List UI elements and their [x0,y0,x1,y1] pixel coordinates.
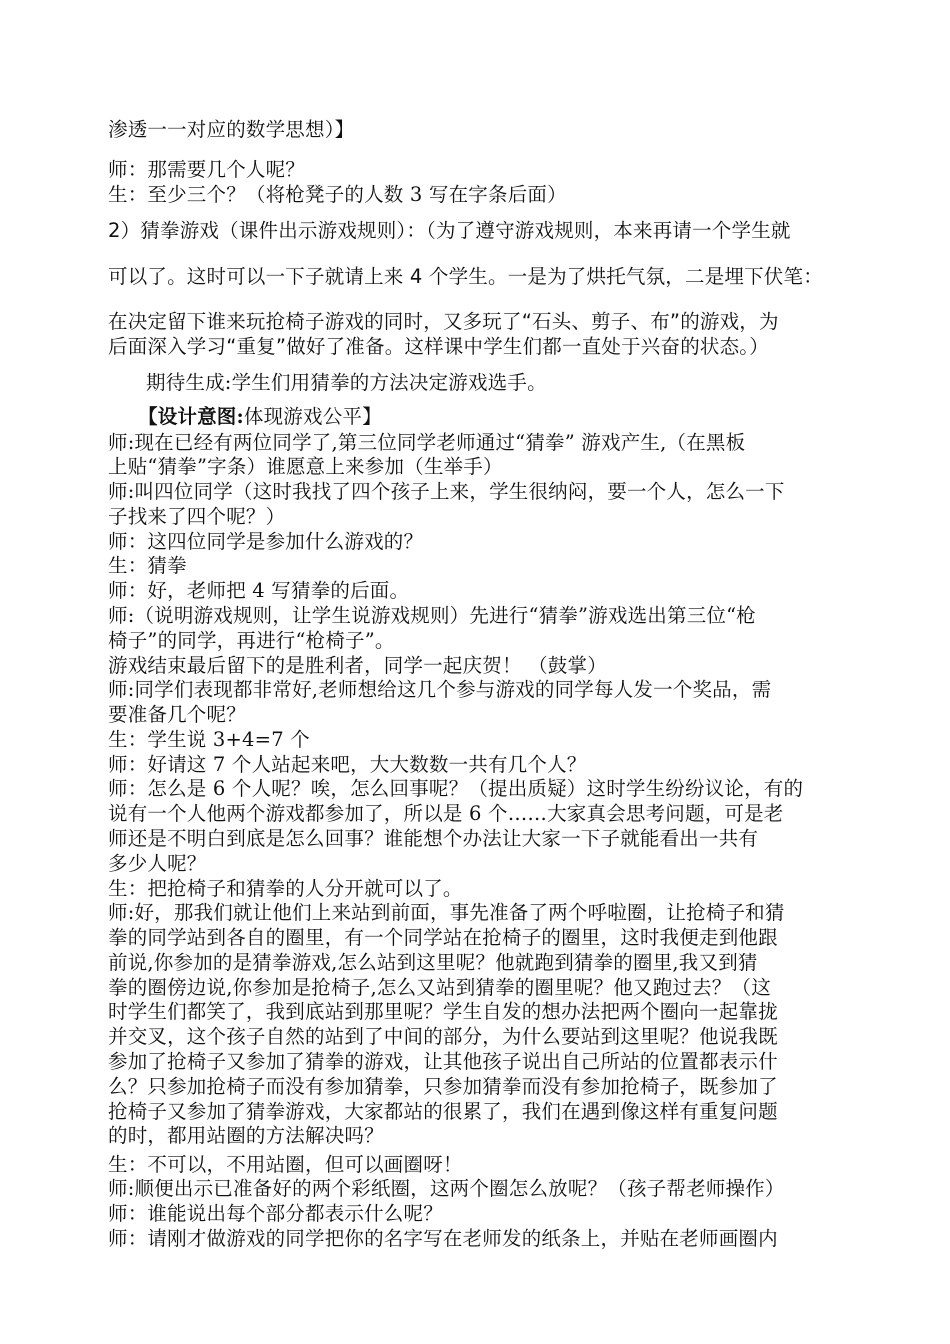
text-line: 生：猜拳 [108,554,187,577]
text-line: 师:现在已经有两位同学了,第三位同学老师通过“猜拳” 游戏产生,（在黑板 [108,431,746,454]
text-line: 2）猜拳游戏（课件出示游戏规则）：（为了遵守游戏规则，本来再请一个学生就 [108,219,791,242]
text-line: 师：这四位同学是参加什么游戏的？ [108,530,424,553]
text-line: 后面深入学习“重复”做好了准备。这样课中学生们都一直处于兴奋的状态。） [108,335,769,358]
text-line: 前说,你参加的是猜拳游戏,怎么站到这里呢？他就跑到猜拳的圈里,我又到猜 [108,951,758,974]
text-line: 生：不可以，不用站圈，但可以画圈呀！ [108,1153,463,1176]
text-line: 生：至少三个？（将枪凳子的人数 3 写在字条后面） [108,183,567,206]
text-line: 在决定留下谁来玩抢椅子游戏的同时，又多玩了“石头、剪子、布”的游戏，为 [108,310,779,333]
text-line: 师:同学们表现都非常好,老师想给这几个参与游戏的同学每人发一个奖品，需 [108,678,772,701]
text-line: 师:好，那我们就让他们上来站到前面，事先准备了两个呼啦圈，让抢椅子和猜 [108,901,785,924]
text-line: 师：请刚才做游戏的同学把你的名字写在老师发的纸条上，并贴在老师画圈内 [108,1227,778,1250]
text-line: 拳的圈傍边说,你参加是抢椅子,怎么又站到猜拳的圈里呢？他又跑过去？（这 [108,976,771,999]
text-line: 师：谁能说出每个部分都表示什么呢？ [108,1202,443,1225]
text-line: 子找来了四个呢？） [108,505,286,528]
text-line: 么？只参加抢椅子而没有参加猜拳，只参加猜拳而没有参加抢椅子，既参加了 [108,1075,778,1098]
text-line: 师：好请这 7 个人站起来吧，大大数数一共有几个人？ [108,753,587,776]
text-line: 生：学生说 3+4=7 个 [108,728,310,751]
text-line: 师：怎么是 6 个人呢？唉，怎么回事呢？（提出质疑）这时学生纷纷议论，有的 [108,777,804,800]
text-line: 要准备几个呢？ [108,703,246,726]
design-intent-heading [138,405,898,429]
text-line: 师还是不明白到底是怎么回事？谁能想个办法让大家一下子就能看出一共有 [108,827,759,850]
text-line: 渗透一一对应的数学思想）】 [108,118,355,141]
text-line: 生：把抢椅子和猜拳的人分开就可以了。 [108,877,463,900]
text-line: 师:顺便出示已准备好的两个彩纸圈，这两个圈怎么放呢？（孩子帮老师操作） [108,1177,785,1200]
text-line: 并交叉，这个孩子自然的站到了中间的部分，为什么要站到这里呢？他说我既 [108,1025,778,1048]
text-line: 时学生们都笑了，我到底站到那里呢？学生自发的想办法把两个圈向一起靠拢 [108,1000,778,1023]
text-line: 参加了抢椅子又参加了猜拳的游戏，让其他孩子说出自己所站的位置都表示什 [108,1050,778,1073]
text-line: 师：那需要几个人呢？ [108,158,306,181]
text-line: 抢椅子又参加了猜拳游戏，大家都站的很累了，我们在遇到像这样有重复问题 [108,1100,778,1123]
text-line: 期待生成:学生们用猜拳的方法决定游戏选手。 [146,371,547,394]
heading-text: 体现游戏公平】 [243,405,382,428]
heading-bold-label: 【设计意图: [138,405,244,428]
text-line: 的时，都用站圈的方法解决吗？ [108,1124,384,1147]
text-line: 说有一个人他两个游戏都参加了，所以是 6 个……大家真会思考问题，可是老 [108,802,784,825]
text-line: 可以了。这时可以一下子就请上来 4 个学生。一是为了烘托气氛，二是埋下伏笔： [108,265,823,288]
text-line: 师:（说明游戏规则，让学生说游戏规则）先进行“猜拳”游戏选出第三位“枪 [108,604,756,627]
text-line: 游戏结束最后留下的是胜利者，同学一起庆贺！ （鼓掌） [108,654,607,677]
text-line: 师：好，老师把 4 写猜拳的后面。 [108,579,410,602]
text-line: 多少人呢？ [108,852,207,875]
text-line: 上贴“猜拳”字条）谁愿意上来参加（生举手） [108,455,503,478]
text-line: 拳的同学站到各自的圈里，有一个同学站在抢椅子的圈里，这时我便走到他跟 [108,926,778,949]
text-line: 椅子”的同学，再进行“枪椅子”。 [108,629,395,652]
text-line: 师:叫四位同学（这时我找了四个孩子上来，学生很纳闷，要一个人，怎么一下 [108,480,785,503]
